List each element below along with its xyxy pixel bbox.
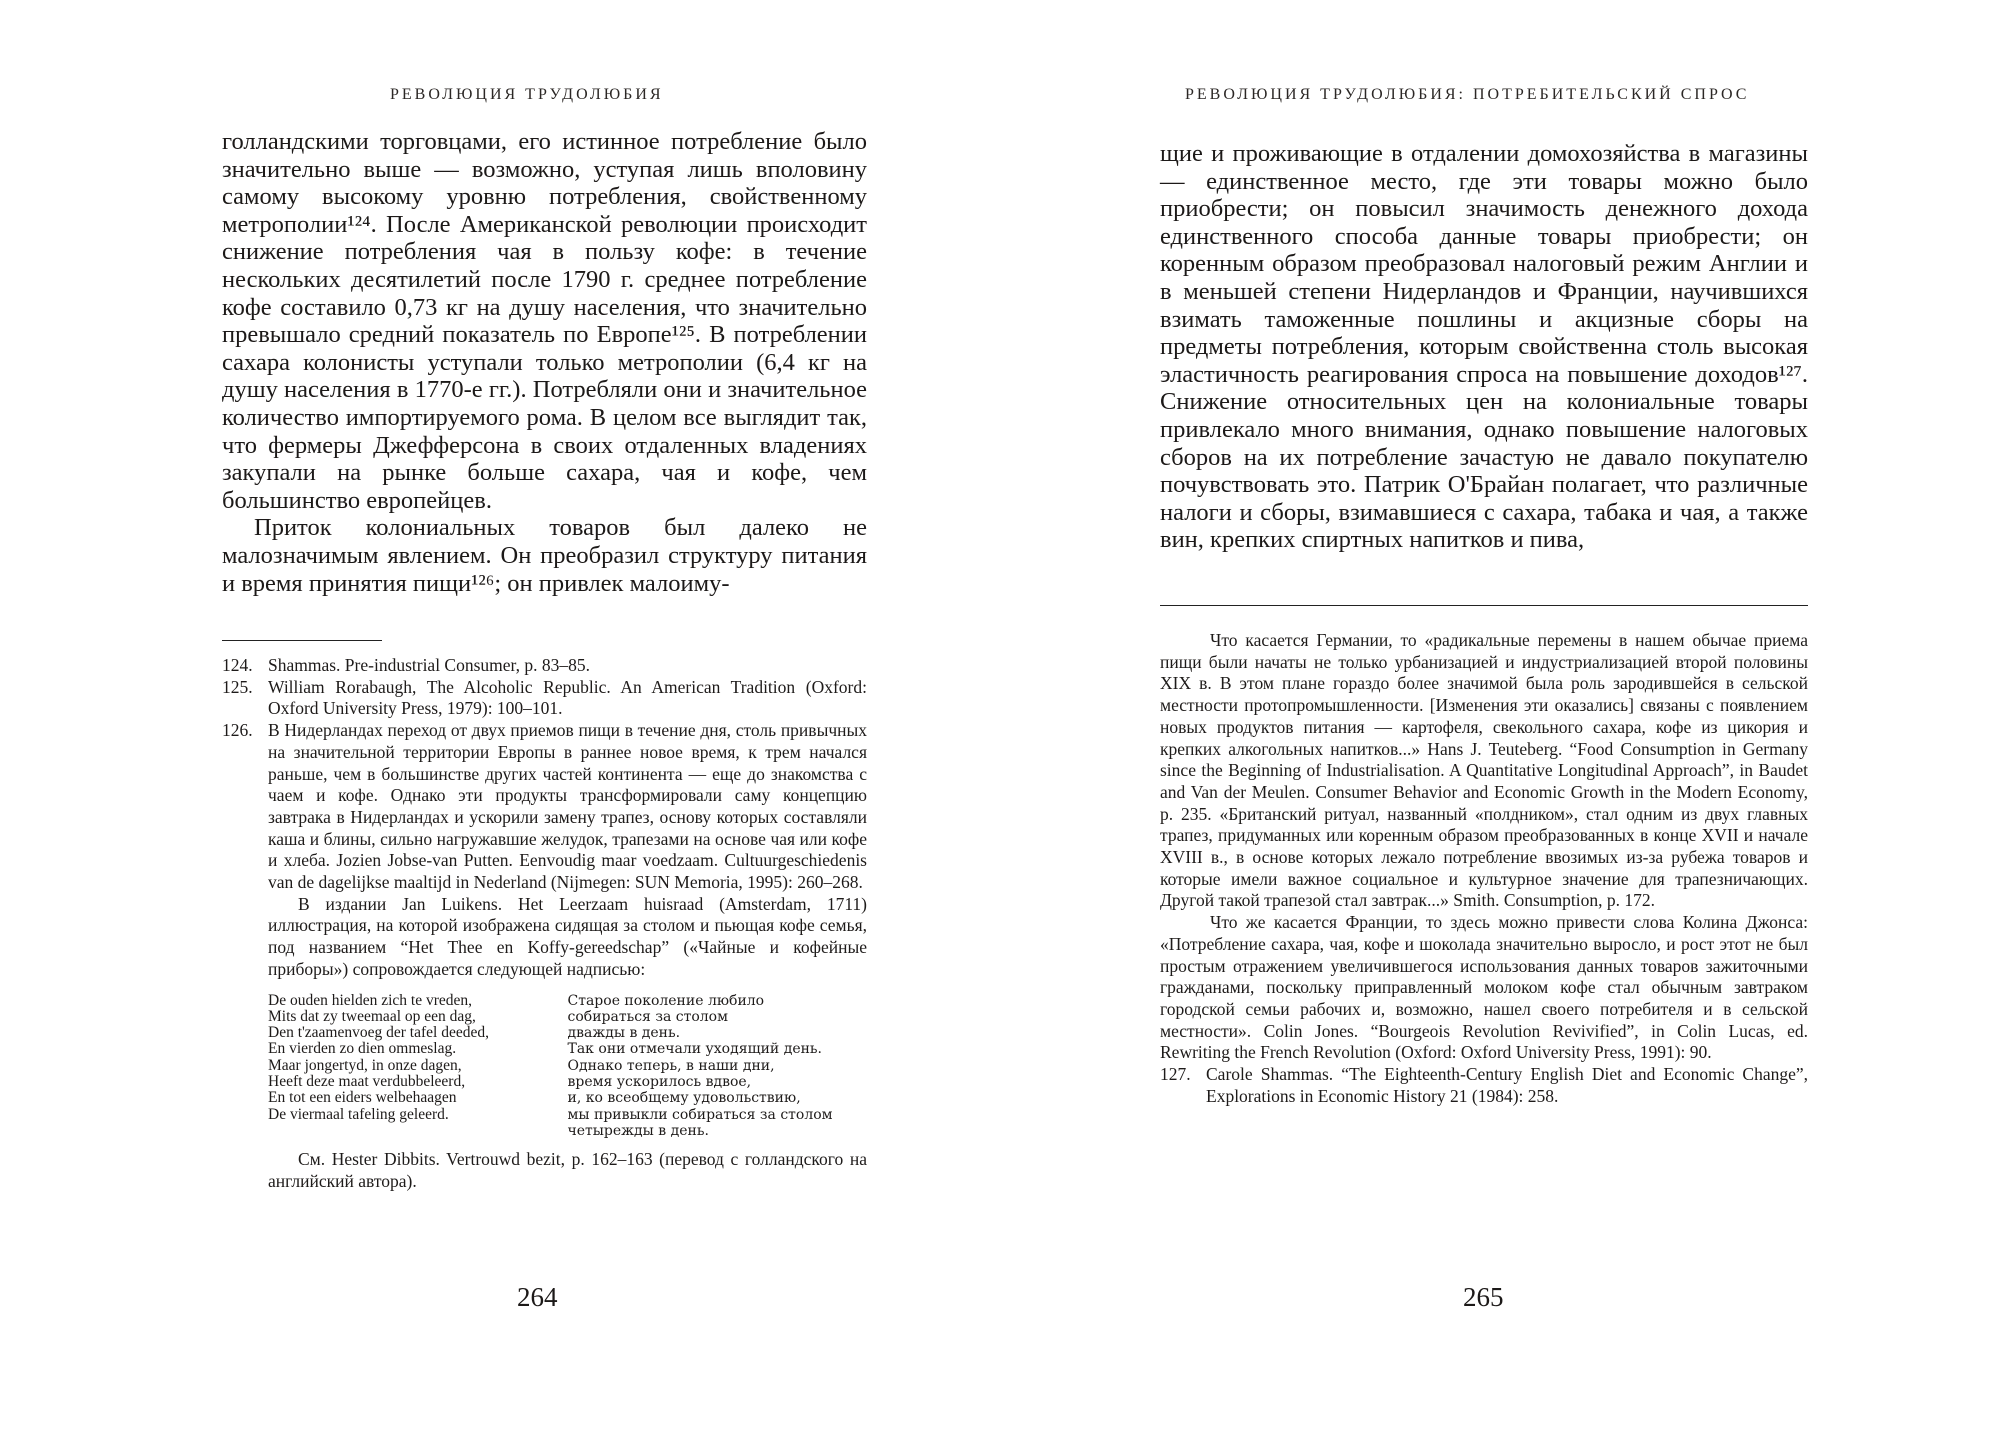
poem-line: Mits dat zy tweemaal op een dag,: [268, 1007, 476, 1025]
poem-dutch: [268, 993, 568, 1140]
poem-line: четырежды в день.: [567, 1122, 709, 1139]
footnote-text: В Нидерландах переход от двух приемов пищи в течение дня, столь привычных на значительной территории Европы в раннее новое время, к трем начался раньше, чем в большинстве других частей континента — еще до знакомства с чаем и кофе. Однако эти продукты трансформировали саму концепцию завтрака в Нидерландах и ускорили замену трапез, основу которых составляли каша и блины, сильно нагружавшие желудок, трапезами на основе чая или кофе и хлеба. Jozien Jobse-van Putten. Eenvoudig maar voedzaam. Cultuurgeschiedenis van de dagelijkse maaltijd in Nederland (Nijmegen: SUN Memoria, 1995): 260–268.: [268, 720, 867, 893]
footnotes: [1160, 630, 1808, 1107]
page-number: 265: [1463, 1282, 1504, 1312]
poem-line: мы привыкли собираться за столом: [567, 1106, 833, 1123]
footnote-text: Carole Shammas. “The Eighteenth-Century English Diet and Economic Change”, Explorations in Economic History 21 (1984): 258.: [1206, 1064, 1808, 1106]
footnote-number: 127.: [1160, 1064, 1191, 1085]
poem-line: Heeft deze maat verdubbeleerd,: [268, 1073, 466, 1091]
footnote-rule: [1160, 605, 1808, 606]
right-page: [1000, 0, 2000, 1443]
main-text: [1160, 140, 1808, 554]
poem-line: En vierden zo dien ommeslag.: [268, 1040, 457, 1058]
footnote-rule: [222, 640, 382, 641]
poem-line: и, ко всеобщему удовольствию,: [567, 1090, 801, 1107]
poem-russian: [568, 993, 868, 1140]
poem: [268, 993, 867, 1140]
poem-line: Однако теперь, в наши дни,: [567, 1057, 775, 1074]
footnote-number: 126.: [222, 720, 253, 741]
footnote-text: William Rorabaugh, The Alcoholic Republic. An American Tradition (Oxford: Oxford University Press, 1979): 100–101.: [268, 676, 867, 719]
poem-line: время ускорилось вдвое,: [567, 1074, 752, 1091]
poem-line: En tot een eiders welbehaagen: [268, 1089, 457, 1107]
footnote: [1160, 1064, 1808, 1107]
poem-line: De ouden hielden zich te vreden,: [268, 991, 472, 1009]
footnote: [222, 720, 867, 1193]
poem-line: Maar jongertyd, in onze dagen,: [268, 1056, 462, 1074]
poem-line: De viermaal tafeling geleerd.: [268, 1105, 449, 1123]
footnotes: [222, 655, 867, 1193]
poem-line: дважды в день.: [567, 1025, 681, 1042]
paragraph: щие и проживающие в отдалении домохозяйства в магазины — единственное место, где эти товары можно было приобрести; он повысил значимость денежного дохода единственного способа данные товары приобрести; он коренным образом преобразовал налоговый режим Англии и в меньшей степени Нидерландов и Франции, научившихся взимать таможенные пошлины и акцизные сборы на предметы потребления, которым свойственна столь высокая эластичность реагирования спроса на повышение доходов¹²⁷. Снижение относительных цен на колониальные товары привлекало много внимания, однако повышение налоговых сборов на их потребление зачастую не давало покупателю почувствовать это. Патрик О'Брайан полагает, что различные налоги и сборы, взимавшиеся с сахара, табака и чая, а также вин, крепких спиртных напитков и пива,: [1160, 140, 1808, 554]
footnote: [222, 655, 867, 677]
footnote-continuation: См. Hester Dibbits. Vertrouwd bezit, p. 162–163 (перевод с голландского на английский автора).: [268, 1149, 867, 1191]
footnote-number: 125.: [222, 676, 253, 697]
footnote-number: 124.: [222, 655, 253, 675]
page-number: 264: [517, 1282, 558, 1312]
paragraph: голландскими торговцами, его истинное потребление было значительно выше — возможно, уступая лишь вполовину самому высокому уровню потребления, свойственному метрополии¹²⁴. После Американской революции происходит снижение потребления чая в пользу кофе: в течение нескольких десятилетий после 1790 г. среднее потребление кофе составило 0,73 кг на душу населения, что значительно превышало средний показатель по Европе¹²⁵. В потреблении сахара колонисты уступали только метрополии (6,4 кг на душу населения в 1770-е гг.). Потребляли они и значительное количество импортируемого рома. В целом все выглядит так, что фермеры Джефферсона в своих отдаленных владениях закупали на рынке больше сахара, чая и кофе, чем большинство европейцев.: [222, 128, 867, 514]
footnote: [222, 677, 867, 720]
paragraph: Приток колониальных товаров был далеко не малозначимым явлением. Он преобразил структуру питания и время принятия пищи¹²⁶; он привлек малоиму-: [222, 514, 867, 597]
footnote-continuation: Что же касается Франции, то здесь можно привести слова Колина Джонса: «Потребление сахара, чая, кофе и шоколада значительно выросло, и рост этот не был простым отражением увеличившегося использования данных товаров зажиточными гражданами, поскольку приправленный молоком кофе стал обычным завтраком городской семьи рабочих и, возможно, нашел своего потребителя и в сельской местности». Colin Jones. “Bourgeois Revolution Revivified”, in Colin Lucas, ed. Rewriting the French Revolution (Oxford: Oxford University Press, 1991): 90.: [1160, 912, 1808, 1063]
poem-line: собираться за столом: [567, 1008, 728, 1025]
running-head: РЕВОЛЮЦИЯ ТРУДОЛЮБИЯ: ПОТРЕБИТЕЛЬСКИЙ СПРОС: [1185, 86, 1750, 103]
running-head: РЕВОЛЮЦИЯ ТРУДОЛЮБИЯ: [390, 86, 664, 103]
footnote-continuation: Что касается Германии, то «радикальные перемены в нашем обычае приема пищи были начаты не только урбанизацией и индустриализацией второй половины XIX в. В этом плане гораздо более значимой была роль зародившейся в сельской местности протопромышленности. [Изменения эти оказались] связаны с появлением новых продуктов питания — картофеля, свекольного сахара, кофе из цикория и крепких алкогольных напитков...» Hans J. Teuteberg. “Food Consumption in Germany since the Beginning of Industrialisation. A Quantitative Longitudinal Approach”, in Baudet and Van der Meulen. Consumer Behavior and Economic Growth in the Modern Economy, p. 235. «Британский ритуал, названный «полдником», стал одним из двух главных трапез, придуманных или коренным образом преобразованных в конце XVII и начале XVIII в., в основе которых лежало потребление ввозимых из-за рубежа товаров и которые имели важное социальное и культурное значение для трапезничающих. Другой такой трапезой стал завтрак...» Smith. Consumption, p. 172.: [1160, 630, 1808, 911]
footnote-continuation-block: [1160, 630, 1808, 1064]
footnote-text: Shammas. Pre-industrial Consumer, p. 83–85.: [268, 655, 591, 675]
poem-line: Старое поколение любило: [567, 992, 765, 1009]
main-text: [222, 128, 867, 597]
footnote-continuation: В издании Jan Luikens. Het Leerzaam huisraad (Amsterdam, 1711) иллюстрация, на которой изображена сидящая за столом и пьющая кофе семья, под названием “Het Thee en Koffy-gereedschap” («Чайные и кофейные приборы») сопровождается следующей надписью:: [268, 893, 867, 979]
poem-line: Так они отмечали уходящий день.: [567, 1041, 823, 1058]
poem-line: Den t'zaamenvoeg der tafel deeded,: [268, 1024, 489, 1042]
